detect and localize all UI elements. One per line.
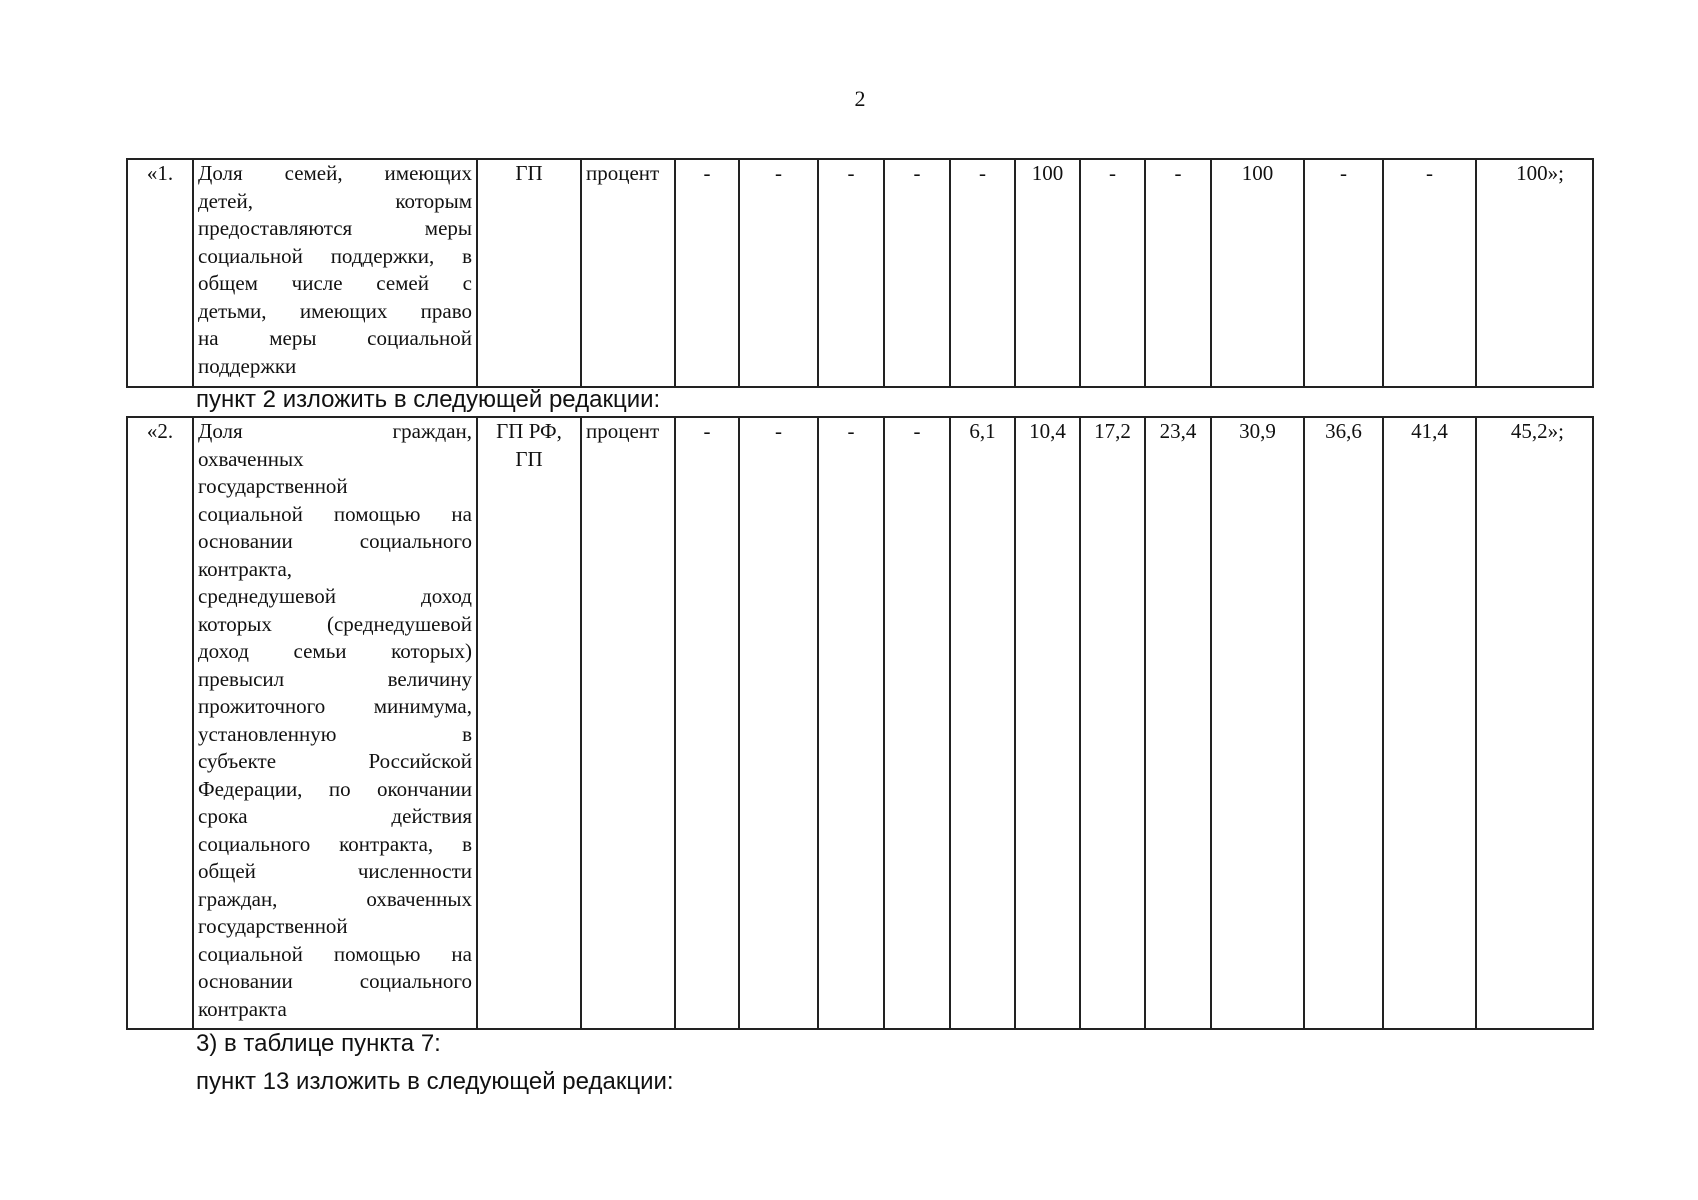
value-cell: - <box>675 159 739 387</box>
description-line: субъекте Российской <box>198 749 472 773</box>
description-line: прожиточного минимума, <box>198 694 472 718</box>
description-line: на меры социальной <box>198 326 472 350</box>
description-line: государственной <box>198 914 348 938</box>
value-cell: - <box>884 159 950 387</box>
value-cell: 10,4 <box>1015 417 1080 1029</box>
indicator-table-1 <box>126 158 1594 388</box>
value-cell: - <box>739 159 818 387</box>
description-line: Доля семей, имеющих <box>198 161 472 185</box>
source-cell <box>477 417 581 1029</box>
source-line: ГП <box>515 446 543 471</box>
unit-cell: процент <box>581 417 675 1029</box>
indicator-table-2 <box>126 416 1594 1030</box>
indicator-description <box>193 417 477 1029</box>
unit-cell: процент <box>581 159 675 387</box>
value-cell: - <box>818 417 884 1029</box>
description-line: социальной помощью на <box>198 941 472 966</box>
source-line: ГП РФ, <box>496 419 562 443</box>
value-cell: - <box>1383 159 1476 387</box>
value-cell: - <box>1145 159 1211 387</box>
paragraph-text: 3) в таблице пункта 7: <box>196 1030 441 1057</box>
paragraph-text: пункт 13 изложить в следующей редакции: <box>196 1068 674 1095</box>
description-line: государственной <box>198 474 348 498</box>
description-line: Федерации, по окончании <box>198 776 472 801</box>
description-line: предоставляются меры <box>198 216 472 240</box>
source-cell: ГП <box>477 159 581 387</box>
paragraph-text: пункт 2 изложить в следующей редакции: <box>196 386 661 413</box>
description-line: поддержки <box>198 353 297 378</box>
description-line: Доля граждан, <box>198 419 472 443</box>
row-index: «1. <box>127 159 193 387</box>
value-cell: 100 <box>1015 159 1080 387</box>
table-row <box>127 417 1593 1029</box>
value-cell: 45,2»; <box>1476 417 1593 1029</box>
value-cell: 30,9 <box>1211 417 1304 1029</box>
table-row <box>127 159 1593 387</box>
value-cell: - <box>818 159 884 387</box>
value-cell: - <box>884 417 950 1029</box>
description-line: граждан, охваченных <box>198 886 472 911</box>
description-line: детьми, имеющих право <box>198 298 472 323</box>
indicator-description <box>193 159 477 387</box>
description-line: срока действия <box>198 804 472 828</box>
value-cell: 36,6 <box>1304 417 1383 1029</box>
description-line: установленную в <box>198 721 472 746</box>
value-cell: 17,2 <box>1080 417 1145 1029</box>
value-cell: - <box>1304 159 1383 387</box>
value-cell: 100»; <box>1476 159 1593 387</box>
description-line: основании социального <box>198 969 472 993</box>
value-cell: 41,4 <box>1383 417 1476 1029</box>
description-line: основании социального <box>198 529 472 553</box>
value-cell: 100 <box>1211 159 1304 387</box>
description-line: которых (среднедушевой <box>198 611 472 636</box>
value-cell: - <box>739 417 818 1029</box>
description-line: контракта <box>198 996 287 1021</box>
description-line: превысил величину <box>198 666 472 691</box>
description-line: общем числе семей с <box>198 271 472 295</box>
value-cell: 6,1 <box>950 417 1015 1029</box>
value-cell: - <box>675 417 739 1029</box>
description-line: социальной помощью на <box>198 501 472 526</box>
description-line: охваченных <box>198 446 304 471</box>
value-cell: 23,4 <box>1145 417 1211 1029</box>
page-number: 2 <box>854 86 866 111</box>
description-line: социальной поддержки, в <box>198 243 472 268</box>
description-line: контракта, <box>198 556 293 581</box>
description-line: социального контракта, в <box>198 831 472 856</box>
description-line: доход семьи которых) <box>198 639 472 663</box>
value-cell: - <box>1080 159 1145 387</box>
description-line: детей, которым <box>198 188 472 213</box>
value-cell: - <box>950 159 1015 387</box>
description-line: среднедушевой доход <box>198 584 472 608</box>
description-line: общей численности <box>198 859 472 883</box>
row-index: «2. <box>127 417 193 1029</box>
